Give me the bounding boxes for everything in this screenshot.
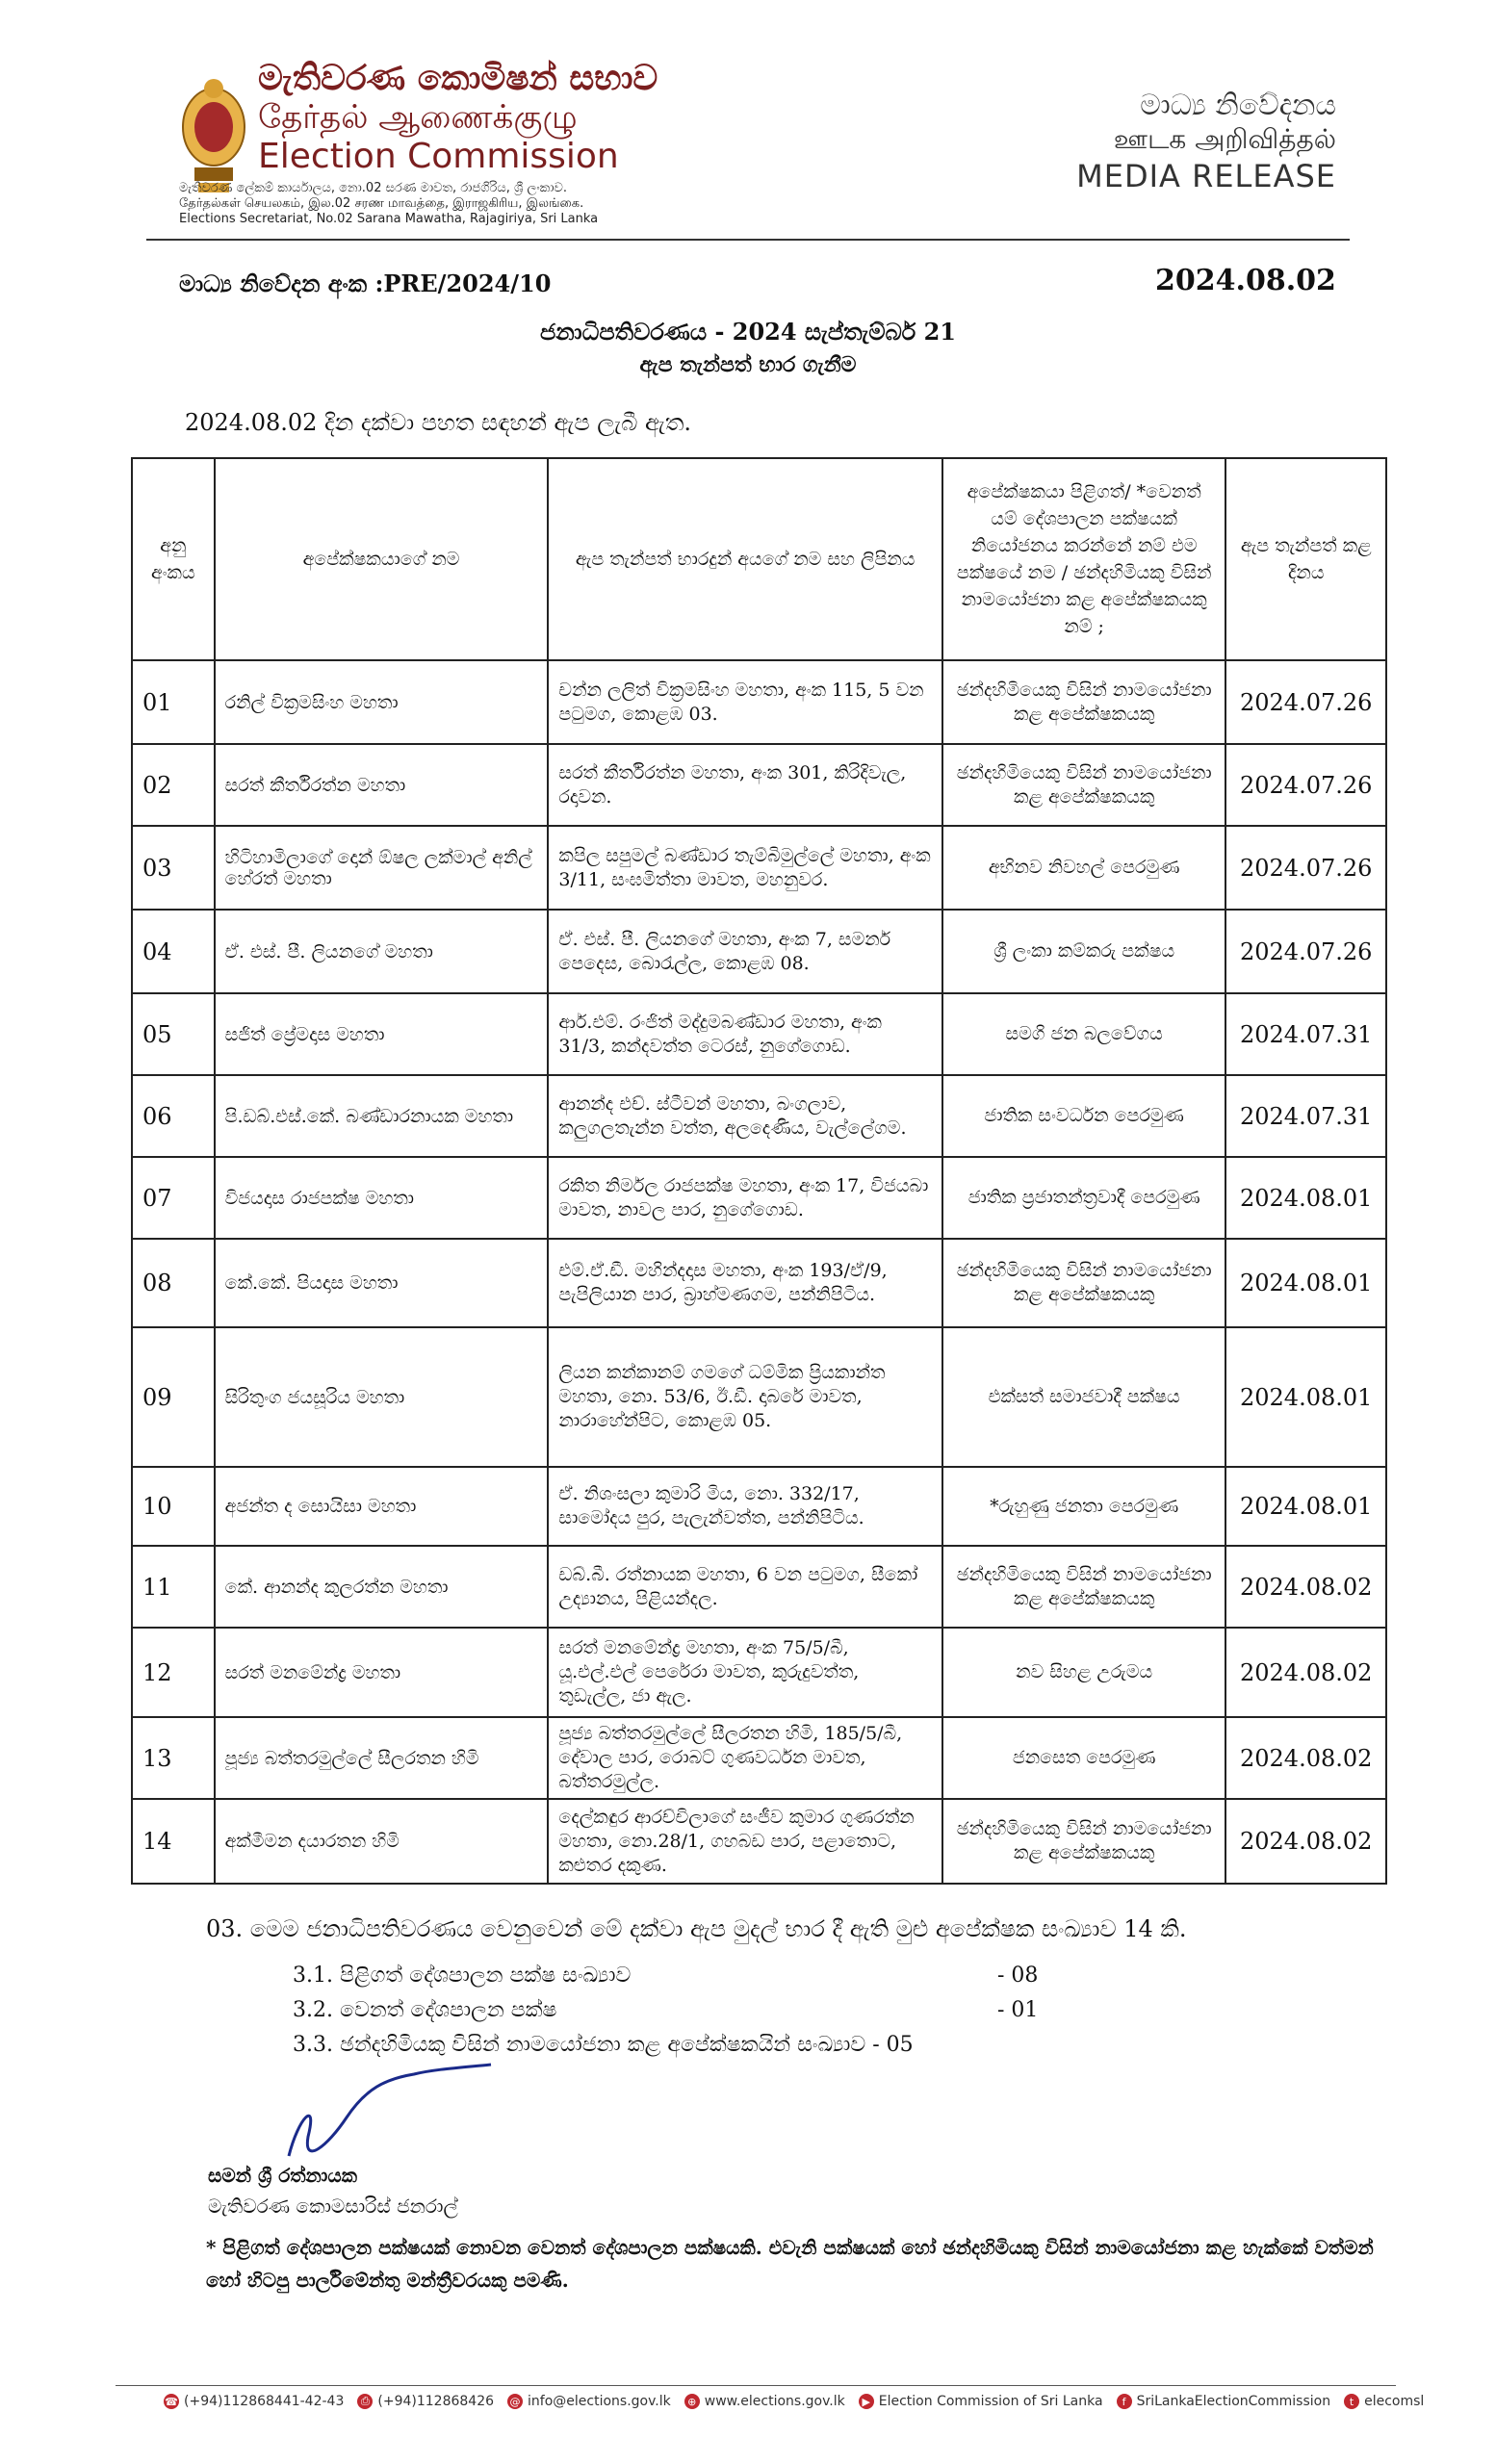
intro-text: 2024.08.02 දින දක්වා පහත සඳහන් ඇප ලැබී ඇත. [185,409,691,436]
table-row [132,1467,1386,1546]
cell-candidate: අක්මීමන දයාරතන හිමි [215,1799,549,1884]
release-reference: මාධ්‍ය නිවේදන අංක :PRE/2024/10 [179,270,552,297]
summary-item-2-label: 3.2. වෙනත් දේශපාලන පක්ෂ [293,1998,557,2022]
cell-party: නව සිහළ උරුමය [942,1628,1226,1717]
cell-date: 2024.08.02 [1225,1546,1386,1628]
table-row [132,1327,1386,1467]
footer-youtube[interactable] [859,2394,1103,2409]
cell-party: ඡන්දහිමියෙකු විසින් නාමයෝජනා කළ අපේක්ෂකයකු [942,1546,1226,1628]
footer-web[interactable] [684,2394,845,2409]
footer-phone[interactable] [164,2394,344,2409]
cell-candidate: ඒ. එස්. පී. ලියනගේ මහතා [215,910,549,993]
summary-item-1-value: - 08 [997,1964,1039,1988]
cell-depositor: සරත් මනමේන්ද්‍ර මහතා, අංක 75/5/බී, යූ.එල්.එල් පෙරේරා මාවත, කුරුදුවත්ත, තුඩැල්ල, ජා ඇල. [548,1628,941,1717]
footer-facebook[interactable] [1117,2394,1331,2409]
table-row [132,826,1386,910]
media-release-tamil: ஊடக அறிவித்தல் [1113,123,1336,155]
cell-depositor: සරත් කීර්තිරත්න මහතා, අංක 301, කිරිදිවැල, රදාවන. [548,744,941,826]
cell-depositor: ආනන්ද එච්. ස්ටීවන් මහතා, බංගලාව, කලුගලතැන්න වත්ත, අලදෙණිය, වැල්ලේගම. [548,1075,941,1157]
header-divider [146,239,1350,241]
summary-item-3 [293,2033,914,2057]
cell-depositor: ඩබ්.බී. රත්නායක මහතා, 6 වන පටුමග, සීකෝ උද්‍යානය, පිළියන්දල. [548,1546,941,1628]
cell-depositor: ඒ. එස්. පී. ලියනගේ මහතා, අංක 7, සමනර් පෙදෙස, බොරැල්ල, කොළඹ 08. [548,910,941,993]
cell-candidate: හිටිහාමිලාගේ දොන් ඕෂල ලක්මාල් අනිල් හේරත් මහතා [215,826,549,910]
document-subtitle: ඇප තැන්පත් භාර ගැනීම [639,352,857,377]
cell-date: 2024.08.01 [1225,1157,1386,1239]
cell-party: ඡන්දහිමියෙකු විසින් නාමයෝජනා කළ අපේක්ෂකයකු [942,744,1226,826]
org-name-tamil: தேர்தல் ஆணைக்குழு [258,98,578,137]
signatory-title: මැතිවරණ කොමසාරිස් ජනරාල් [208,2194,458,2218]
cell-depositor: ආර්.එම්. රංජිත් මද්දුමබණ්ඩාර මහතා, අංක 31/3, කන්දවත්ත ටෙරස්, නුගේගොඩ. [548,993,941,1075]
table-row [132,744,1386,826]
cell-date: 2024.07.26 [1225,910,1386,993]
document-title: ජනාධිපතිවරණය - 2024 සැප්තැම්බර් 21 [540,318,956,346]
signatory-name: සමන් ශ්‍රී රත්නායක [208,2164,357,2187]
cell-party: ජාතික ප්‍රජාතන්ත්‍රවාදී පෙරමුණ [942,1157,1226,1239]
cell-candidate: සිරිතුංග ජයසූරිය මහතා [215,1327,549,1467]
table-row [132,910,1386,993]
cell-date: 2024.08.01 [1225,1467,1386,1546]
cell-party: ඡන්දහිමියෙකු විසින් නාමයෝජනා කළ අපේක්ෂකයකු [942,1799,1226,1884]
cell-party: ඡන්දහිමියෙකු විසින් නාමයෝජනා කළ අපේක්ෂකයකු [942,1239,1226,1327]
cell-date: 2024.07.26 [1225,744,1386,826]
cell-candidate: සරත් මනමේන්ද්‍ර මහතා [215,1628,549,1717]
twitter-text: elecomsl [1364,2394,1425,2409]
cell-candidate: කේ. ආනන්ද කුලරත්න මහතා [215,1546,549,1628]
table-row [132,1717,1386,1799]
facebook-text: SriLankaElectionCommission [1136,2394,1331,2409]
summary-item-3-label: 3.3. ඡන්දහිමියකු විසින් නාමයෝජනා කළ අපේක්ෂකයින් සංඛ්‍යාව [293,2033,866,2057]
contact-footer [164,2394,1424,2409]
media-release-english: MEDIA RELEASE [1076,158,1336,194]
media-release-sinhala: මාධ්‍ය නිවේදනය [1140,89,1336,122]
cell-candidate: විජයදාස රාජපක්ෂ මහතා [215,1157,549,1239]
cell-no: 10 [132,1467,215,1546]
cell-no: 14 [132,1799,215,1884]
footer-fax[interactable] [357,2394,494,2409]
cell-date: 2024.08.01 [1225,1239,1386,1327]
phone-icon: ☎ [165,2395,178,2408]
cell-party: ශ්‍රී ලංකා කම්කරු පක්ෂය [942,910,1226,993]
cell-party: ජනසෙත පෙරමුණ [942,1717,1226,1799]
cell-date: 2024.08.02 [1225,1717,1386,1799]
summary-item-2-value: - 01 [997,1998,1039,2022]
deposits-table [131,457,1387,1885]
cell-party: සමගි ජන බලවේගය [942,993,1226,1075]
signature [270,2060,501,2175]
cell-no: 11 [132,1546,215,1628]
cell-candidate: පූජ්‍ය බත්තරමුල්ලේ සීලරතන හිමි [215,1717,549,1799]
cell-no: 05 [132,993,215,1075]
cell-party: ඡන්දහිමියෙකු විසින් නාමයෝජනා කළ අපේක්ෂකයකු [942,660,1226,744]
twitter-icon: t [1344,2394,1359,2409]
cell-no: 02 [132,744,215,826]
cell-depositor: රකිත නිර්මල රාජපක්ෂ මහතා, අංක 17, විජයබා මාවත, නාවල පාර, නුගේගොඩ. [548,1157,941,1239]
address-si-ta: මැතිවරණ ලේකම් කාර්යාලය, නො.02 සරණ මාවත, රාජගිරිය, ශ්‍රී ලංකාව. தேர்தல்கள் செயலகம், இல.02 சரண மாவத்தை, இராஜகிரிய, இலங்கை. [179,181,584,211]
table-row [132,1075,1386,1157]
web-text: www.elections.gov.lk [704,2394,845,2409]
org-name-sinhala: මැතිවරණ කොමිෂන් සභාව [258,58,658,98]
cell-date: 2024.07.26 [1225,660,1386,744]
cell-no: 06 [132,1075,215,1157]
cell-depositor: පූජ්‍ය බත්තරමුල්ලේ සීලරතන හිමි, 185/5/බී, දේවාල පාර, රොබට් ගුණවර්ධන මාවත, බත්තරමුල්ල. [548,1717,941,1799]
header-party: අපේක්ෂකයා පිළිගත්/ *වෙනත් යම් දේශපාලන පක්ෂයක් නියෝජනය කරන්නේ නම් එම පක්ෂයේ නම / ඡන්දහිමියකු විසින් නාමයෝජනා කළ අපේක්ෂකයකු නම් ; [942,458,1226,660]
fax-icon: ⎙ [357,2394,373,2409]
cell-date: 2024.08.02 [1225,1628,1386,1717]
table-row [132,1628,1386,1717]
youtube-icon: ▶ [859,2394,874,2409]
email-text: info@elections.gov.lk [528,2394,671,2409]
cell-no: 04 [132,910,215,993]
header-candidate: අපේක්ෂකයාගේ නම [215,458,549,660]
cell-depositor: චන්න ලලිත් වික්‍රමසිංහ මහතා, අංක 115, 5 වන පටුමග, කොළඹ 03. [548,660,941,744]
cell-depositor: එම්.ඒ.ඩී. මහින්දදාස මහතා, අංක 193/ඒ/9, පැපිලියාන පාර, බ්‍රාහ්මණගම, පන්නිපිටිය. [548,1239,941,1327]
footer-twitter[interactable] [1344,2394,1424,2409]
email-icon: @ [507,2394,523,2409]
cell-no: 09 [132,1327,215,1467]
summary-item-3-value: - 05 [872,2033,914,2057]
cell-date: 2024.07.31 [1225,993,1386,1075]
table-header-row [132,458,1386,660]
cell-no: 08 [132,1239,215,1327]
cell-candidate: අජන්ත ද සොයිසා මහතා [215,1467,549,1546]
table-row [132,660,1386,744]
cell-candidate: කේ.කේ. පියදාස මහතා [215,1239,549,1327]
phone-text: (+94)112868441-42-43 [184,2394,345,2409]
facebook-icon: f [1117,2394,1132,2409]
youtube-text: Election Commission of Sri Lanka [878,2394,1103,2409]
header-depositor: ඇප තැන්පත් භාරදුන් අයගේ නම සහ ලිපිනය [548,458,941,660]
summary-main: 03. මෙම ජනාධිපතිවරණය වෙනුවෙන් මේ දක්වා ඇප මුදල් භාර දී ඇති මුළු අපේක්ෂක සංඛ්‍යාව 14 කි. [206,1915,1187,1942]
header-date: ඇප තැන්පත් කළ දිනය [1225,458,1386,660]
footnote: * පිළිගත් දේශපාලන පක්ෂයක් නොවන වෙනත් දේශපාලන පක්ෂයකි. එවැනි පක්ෂයක් හෝ ඡන්දහිමියකු විසින් නාමයෝජනා කළ හැක්කේ වත්මන් හෝ හිටපු පාර්ලිමේන්තු මන්ත්‍රීවරයකු පමණි. [206,2236,1374,2292]
cell-no: 12 [132,1628,215,1717]
cell-candidate: සරත් කීර්තිරත්න මහතා [215,744,549,826]
cell-depositor: කපිල සපුමල් බණ්ඩාර තැම්බිමුල්ලේ මහතා, අංක 3/11, සංඝමිත්තා මාවත, මහනුවර. [548,826,941,910]
cell-depositor: ඒ. නිශංසලා කුමාරි මිය, නො. 332/17, සාමෝදය පුර, පැලැන්වත්ත, පන්නිපිටිය. [548,1467,941,1546]
cell-no: 13 [132,1717,215,1799]
cell-no: 01 [132,660,215,744]
cell-candidate: රනිල් වික්‍රමසිංහ මහතා [215,660,549,744]
cell-party: ජාතික සංවර්ධන පෙරමුණ [942,1075,1226,1157]
cell-party: අභිනව නිවහල් පෙරමුණ [942,826,1226,910]
cell-party: එක්සත් සමාජවාදී පක්ෂය [942,1327,1226,1467]
cell-date: 2024.07.26 [1225,826,1386,910]
cell-date: 2024.07.31 [1225,1075,1386,1157]
cell-no: 07 [132,1157,215,1239]
org-name-english: Election Commission [258,137,619,176]
release-date: 2024.08.02 [1155,264,1336,297]
cell-date: 2024.08.02 [1225,1799,1386,1884]
cell-party: *රුහුණු ජනතා පෙරමුණ [942,1467,1226,1546]
cell-depositor: දෙල්කඳුර ආරච්චිලාගේ සංජීව කුමාර ගුණරත්න මහතා, නො.28/1, ගහබඩ පාර, පළාතොට, කළුතර දකුණ. [548,1799,941,1884]
globe-icon: ⊕ [684,2394,700,2409]
fax-text: (+94)112868426 [377,2394,495,2409]
table-row [132,1799,1386,1884]
table-row [132,993,1386,1075]
cell-candidate: පි.ඩබ්.එස්.කේ. බණ්ඩාරනායක මහතා [215,1075,549,1157]
cell-no: 03 [132,826,215,910]
address-en: Elections Secretariat, No.02 Sarana Mawatha, Rajagiriya, Sri Lanka [179,212,599,226]
footer-email[interactable] [507,2394,671,2409]
footer-divider [116,2385,1396,2386]
cell-depositor: ලියන කන්කානම් ගමගේ ධම්මික ප්‍රියකාන්ත මහතා, නො. 53/6, ඊ.ඩී. දාබරේ මාවත, නාරාහේන්පිට, කොළඹ 05. [548,1327,941,1467]
secretariat-address [179,181,632,227]
table-row [132,1157,1386,1239]
summary-item-1-label: 3.1. පිළිගත් දේශපාලන පක්ෂ සංඛ්‍යාව [293,1964,632,1988]
cell-date: 2024.08.01 [1225,1327,1386,1467]
table-row [132,1546,1386,1628]
table-row [132,1239,1386,1327]
header-no: අනු අංකය [132,458,215,660]
cell-candidate: සජිත් ප්‍රේමදාස මහතා [215,993,549,1075]
